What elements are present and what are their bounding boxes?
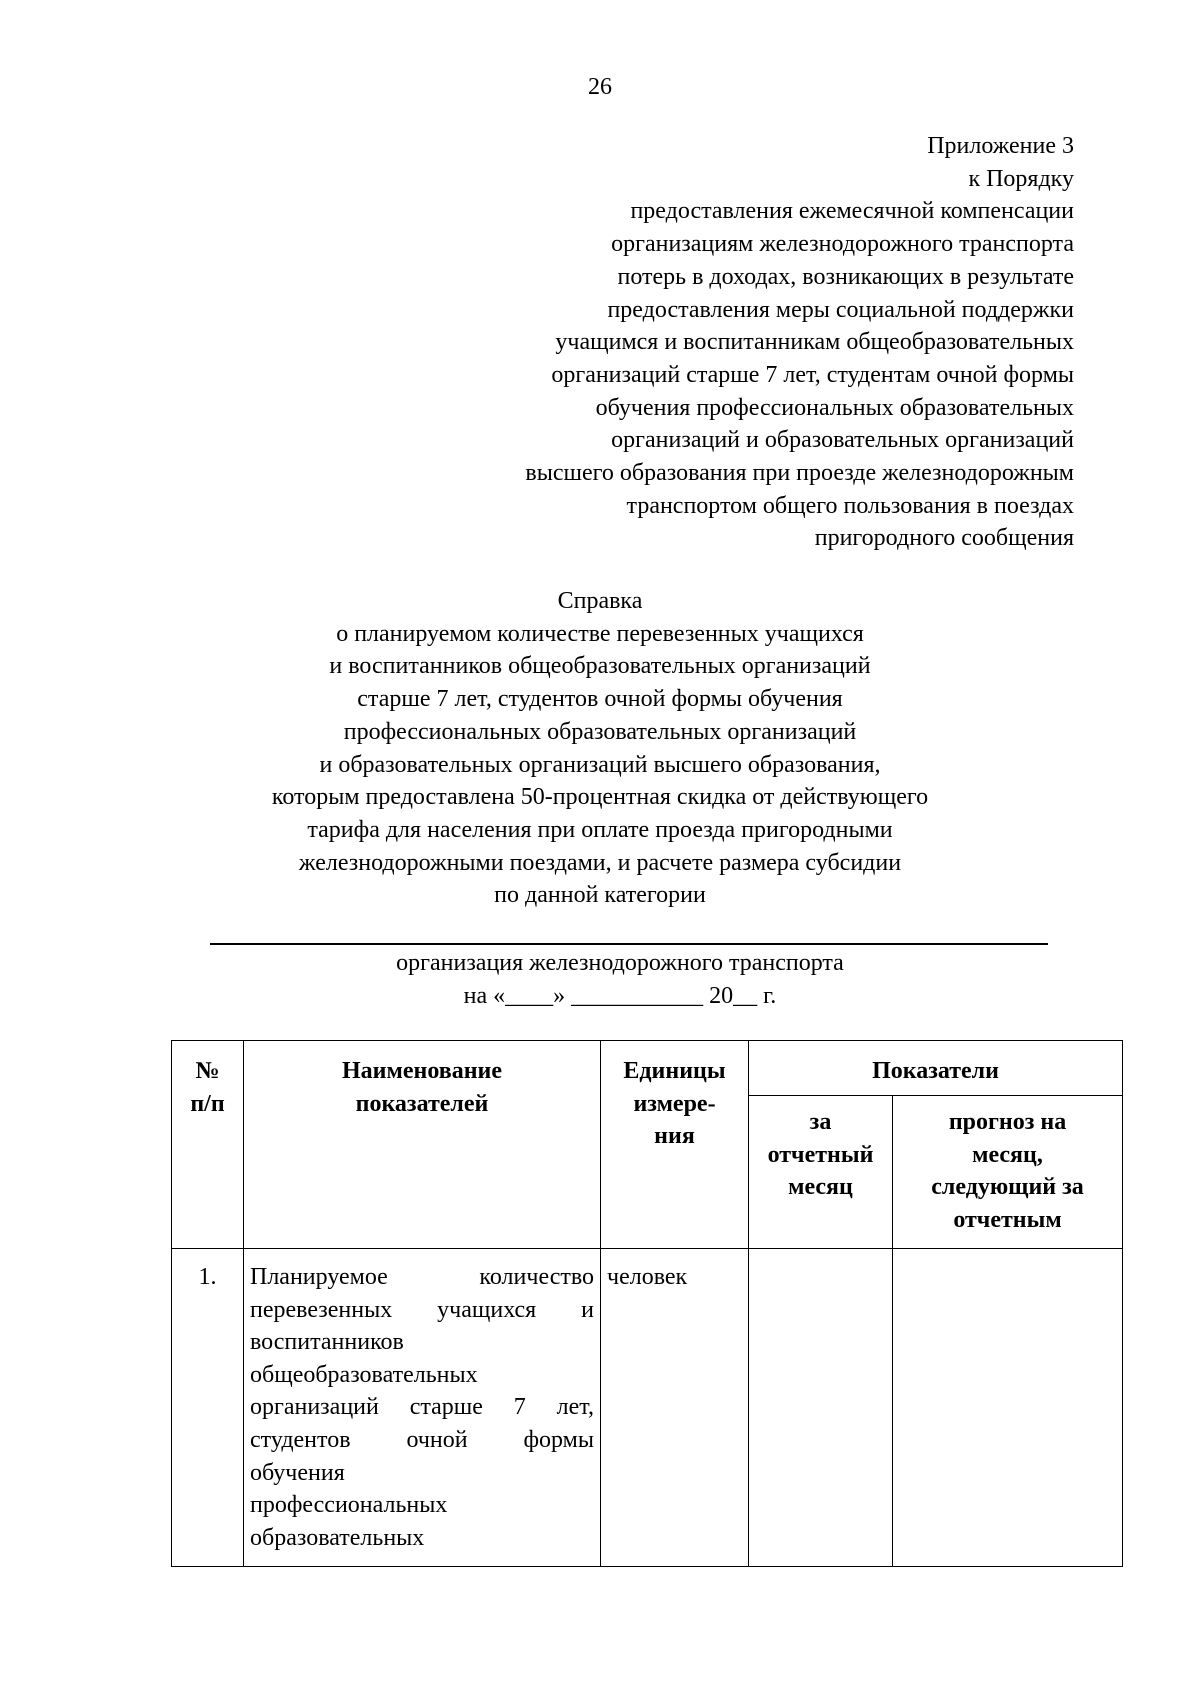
row-unit: человек: [601, 1249, 749, 1567]
row-number: 1.: [172, 1249, 244, 1567]
document-title: Справка о планируемом количестве перевезенных учащихся и воспитанников общеобразовательных организаций старше 7 лет, студентов очной формы обучения профессиональных образовательных организаций и образовательных организаций высшего образования, которым предоставлена 50-процентная скидка от действующего тарифа для населения при оплате проезда пригородными железнодорожными поездами, и расчете размера субсидии по данной категории: [271, 588, 929, 909]
header-indicators: Показатели: [749, 1041, 1123, 1096]
organization-caption: организация железнодорожного транспорта: [396, 950, 844, 976]
header-number: № п/п: [172, 1041, 244, 1249]
indicators-table: [171, 1040, 1123, 1567]
date-line: на «____» ___________ 20__ г.: [463, 983, 777, 1009]
row-forecast: [893, 1249, 1123, 1567]
appendix-reference: Приложение 3 к Порядку предоставления ежемесячной компенсации организациям железнодорожного транспорта потерь в доходах, возникающих в результате предоставления меры социальной поддержки учащимся и воспитанникам общеобразовательных организаций старше 7 лет, студентам очной формы обучения профессиональных образовательных организаций и образовательных организаций высшего образования при проезде железнодорожным транспортом общего пользования в поездах пригородного сообщения: [525, 133, 1074, 552]
table-row: [172, 1249, 1123, 1567]
organization-fill-line: [210, 943, 1048, 945]
header-name: Наименование показателей: [244, 1041, 601, 1249]
row-description: Планируемое количество перевезенных учащихся и воспитанников общеобразовательных организаций старше 7 лет, студентов очной формы обучения профессиональных образовательных: [244, 1249, 601, 1567]
header-forecast: прогноз на месяц, следующий за отчетным: [893, 1096, 1123, 1249]
row-reported-month: [749, 1249, 893, 1567]
header-unit: Единицы измере-ния: [601, 1041, 749, 1249]
header-reported-month: за отчетный месяц: [749, 1096, 893, 1249]
page-number: 26: [588, 74, 612, 100]
